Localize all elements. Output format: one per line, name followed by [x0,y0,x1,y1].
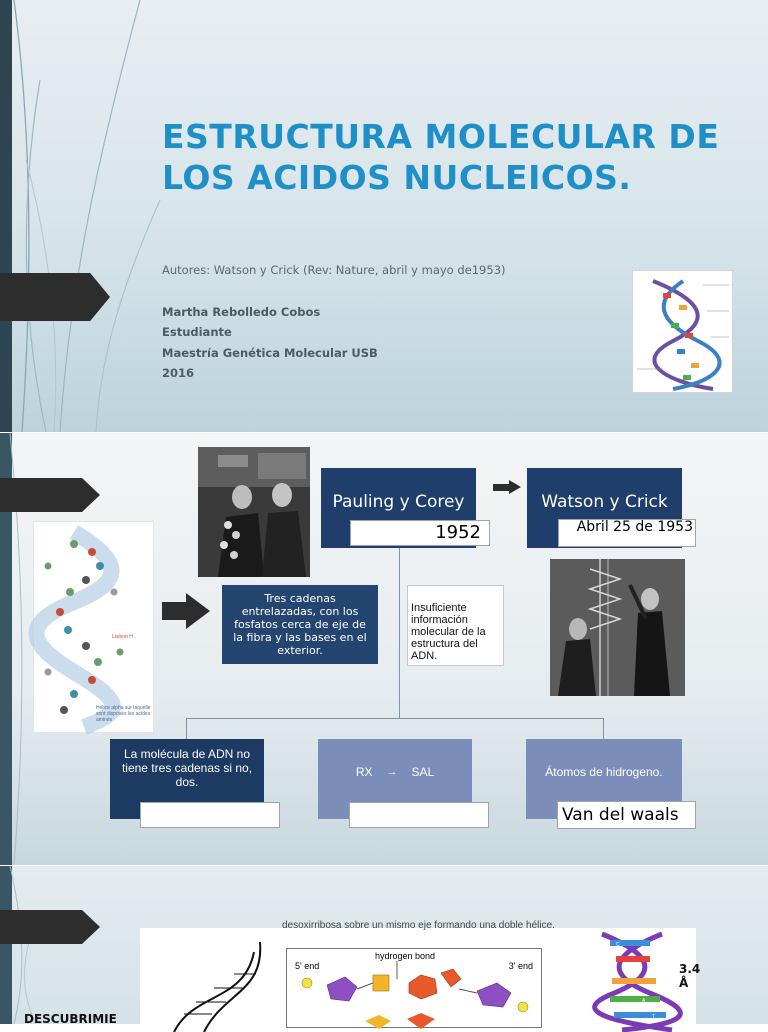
van-der-waals-text: Van del waals [562,805,679,825]
slide-2[interactable] [0,433,768,865]
five-end-label: 5' end [295,961,320,971]
svg-text:T: T [652,1014,656,1020]
watson-crick-label: Watson y Crick [541,492,668,512]
slide-1[interactable] [0,0,768,432]
discovery-heading-cut: DESCUBRIMIE [24,1012,117,1026]
hydrogen-bond-diagram [286,948,542,1028]
helix-caption: Hélice alpha sur laquelle sont disposés les acides aminés [96,705,151,723]
three-end-label: 3' end [508,961,533,971]
connector-line [399,548,400,718]
connector-line [186,718,604,719]
dna-helix-diagram-image [632,270,733,393]
slide-3[interactable] [0,866,768,1024]
alpha-helix-image [33,521,154,733]
connector-line [603,718,604,740]
helix-pitch-measure: 3.4 Å [679,962,701,990]
pauling-corey-photo [198,447,310,577]
arrow-right-icon: → [386,766,398,778]
watson-date: Abril 25 de 1953 [576,519,693,535]
svg-text:A: A [642,998,646,1004]
hydrogen-bond-label: hydrogen bond [375,951,436,961]
dna-two-chains-subbox [140,802,280,828]
presenter-role: Estudiante [162,325,232,339]
insufficient-info-text: Insuficiente información molecular de la estructura del ADN. [411,602,486,662]
connector-line [186,718,187,740]
slide-tab-marker [0,910,100,944]
three-chains-box [222,585,378,664]
three-chains-text: Tres cadenas entrelazadas, con los fosfatos cerca de eje de la fibra y las bases en el exterior. [233,592,367,657]
presenter-program: Maestría Genética Molecular USB [162,346,378,360]
dna-two-chains-text: La molécula de ADN no tiene tres cadenas si no, dos. [121,747,253,789]
svg-text:C: C [616,942,620,948]
slide-tab-marker [0,273,110,321]
watson-crick-photo [550,559,685,696]
presentation-title: ESTRUCTURA MOLECULAR DE LOS ACIDOS NUCLEICOS. [162,117,720,197]
authors-reference: Autores: Watson y Crick (Rev: Nature, abril y mayo de1953) [162,263,506,277]
helix-sketch [164,942,264,1032]
rx-sal-subbox [349,802,489,828]
pauling-corey-label: Pauling y Corey [332,492,465,512]
hydrogen-atoms-text: Átomos de hidrogeno. [545,765,663,779]
dna-figure-panel [140,920,696,1024]
pauling-year: 1952 [435,522,481,543]
cut-description-text: desoxirribosa sobre un mismo eje formando una doble hélice. [282,920,555,931]
arrow-right-icon [162,593,210,629]
pauling-year-box [350,520,490,546]
presentation-year: 2016 [162,366,195,380]
presenter-name: Martha Rebolledo Cobos [162,305,321,319]
decorative-grass-curves [0,866,60,1024]
van-der-waals-box [557,801,696,829]
bond-caption: Liaison H [112,634,133,640]
rx-label: RX [355,765,373,779]
arrow-right-icon [493,480,523,494]
sal-label: SAL [411,765,435,779]
insufficient-info-box [407,585,504,666]
watson-date-box [558,519,696,547]
slide-tab-marker [0,478,100,512]
